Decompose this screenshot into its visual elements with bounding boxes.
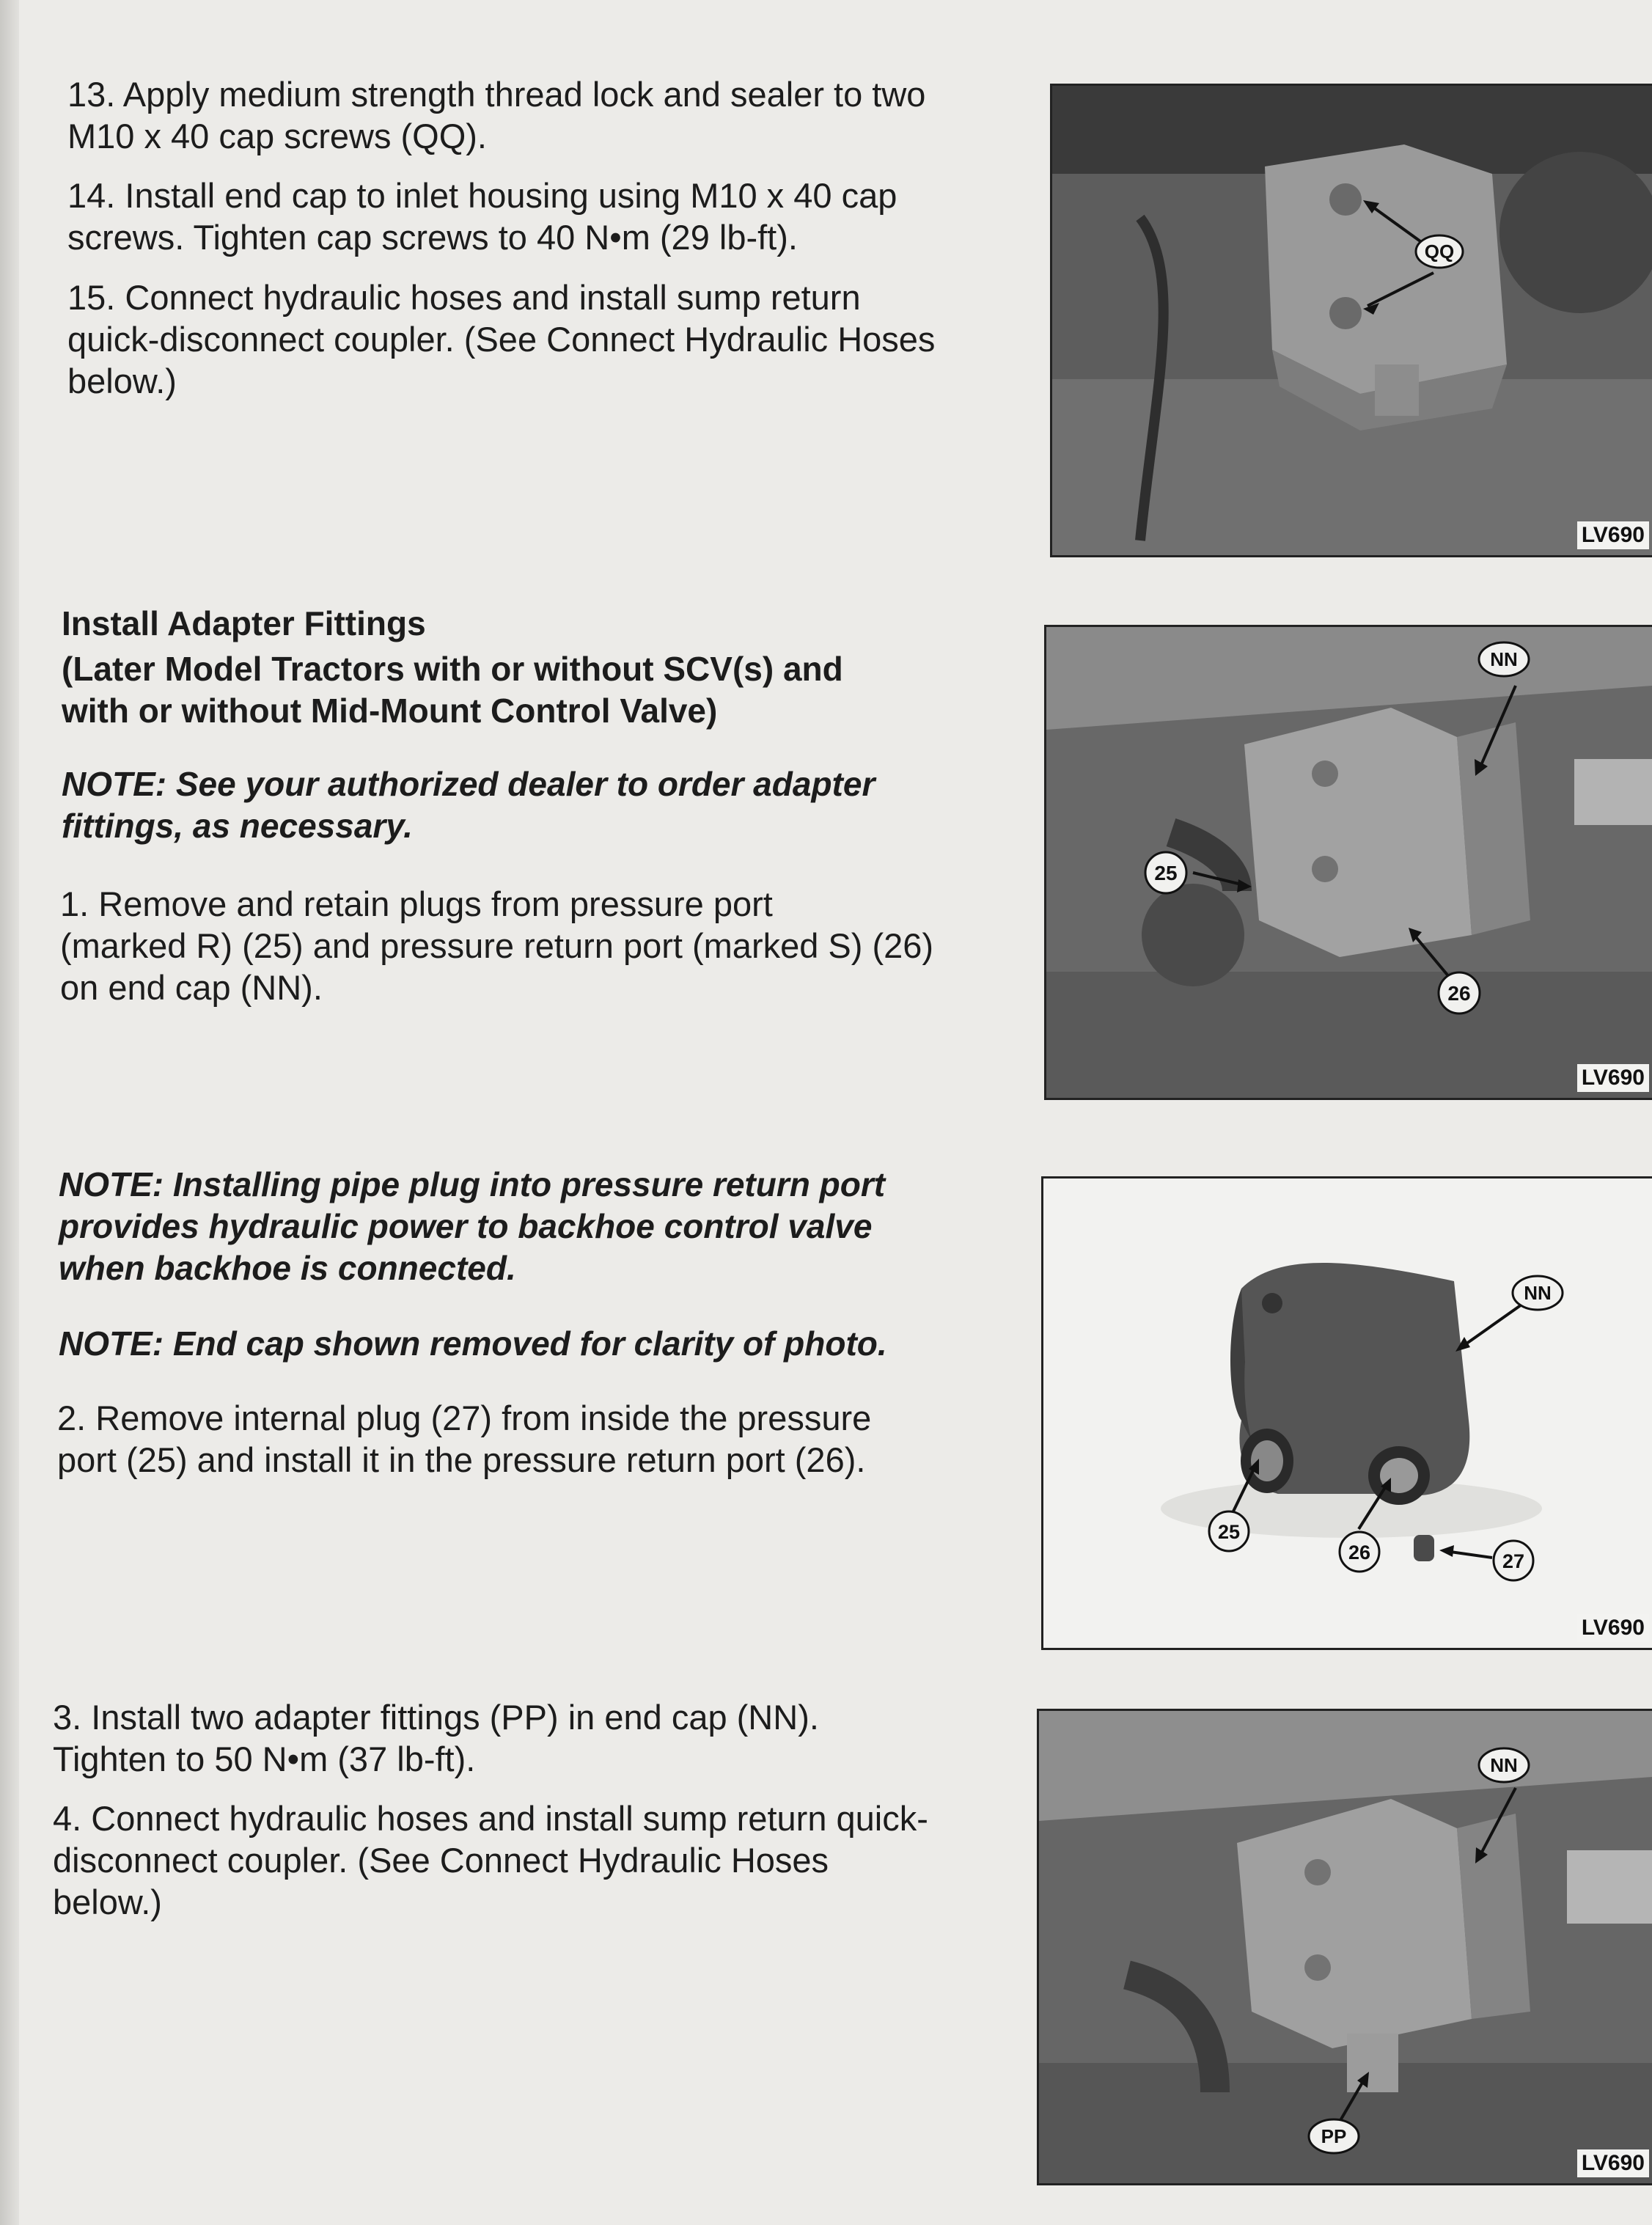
figure-1-label: LV690 xyxy=(1577,521,1649,549)
section-heading-line-3: with or without Mid-Mount Control Valve) xyxy=(62,692,718,730)
svg-text:NN: NN xyxy=(1524,1282,1552,1304)
svg-text:25: 25 xyxy=(1154,862,1178,884)
step-15-line-2: quick-disconnect coupler. (See Connect Hydraulic Hoses xyxy=(67,320,936,359)
figure-3-label: LV690 xyxy=(1577,1614,1649,1642)
step-13-line-1: 13. Apply medium strength thread lock and sealer to two xyxy=(67,75,926,114)
step-1-line-1: 1. Remove and retain plugs from pressure port xyxy=(60,884,773,923)
step-15-line-3: below.) xyxy=(67,362,177,400)
callout-nn xyxy=(1476,640,1532,678)
callout-26 xyxy=(1433,967,1485,1019)
step-1-line-2: (marked R) (25) and pressure return port (marked S) (26) xyxy=(60,926,934,965)
section-heading-line-1: Install Adapter Fittings xyxy=(62,604,426,642)
step-14-line-2: screws. Tighten cap screws to 40 N•m (29 lb-ft). xyxy=(67,218,798,257)
figure-2-photo xyxy=(1044,625,1652,1100)
figure-2-label: LV690 xyxy=(1577,1064,1649,1092)
step-13-line-2: M10 x 40 cap screws (QQ). xyxy=(67,117,487,155)
callout-nn xyxy=(1510,1274,1565,1312)
note-dealer-line-1: NOTE: See your authorized dealer to order adapter xyxy=(62,765,875,803)
step-14-line-1: 14. Install end cap to inlet housing using M10 x 40 cap xyxy=(67,176,897,215)
figure-4-label: LV690 xyxy=(1577,2149,1649,2177)
step-4-line-3: below.) xyxy=(53,1883,162,1921)
callout-27 xyxy=(1489,1536,1538,1585)
svg-text:26: 26 xyxy=(1348,1542,1371,1564)
svg-text:NN: NN xyxy=(1490,1754,1518,1776)
svg-text:PP: PP xyxy=(1321,2125,1347,2147)
note-end-cap-removed: NOTE: End cap shown removed for clarity of photo. xyxy=(59,1324,887,1363)
step-3-line-1: 3. Install two adapter fittings (PP) in end cap (NN). xyxy=(53,1698,819,1737)
svg-text:26: 26 xyxy=(1447,982,1471,1005)
callout-25 xyxy=(1205,1507,1253,1555)
note-pipe-plug-line-2: provides hydraulic power to backhoe control valve xyxy=(59,1207,873,1245)
page-binding-edge xyxy=(0,0,19,2225)
callout-nn xyxy=(1476,1746,1532,1784)
step-2-line-2: port (25) and install it in the pressure return port (26). xyxy=(57,1440,866,1479)
callout-qq xyxy=(1414,233,1465,270)
step-4-line-1: 4. Connect hydraulic hoses and install sump return quick- xyxy=(53,1799,928,1838)
svg-text:QQ: QQ xyxy=(1424,241,1455,263)
note-pipe-plug-line-1: NOTE: Installing pipe plug into pressure return port xyxy=(59,1165,886,1203)
note-dealer-line-2: fittings, as necessary. xyxy=(62,807,413,845)
callout-25 xyxy=(1140,847,1192,898)
step-15-line-1: 15. Connect hydraulic hoses and install sump return xyxy=(67,278,861,317)
figure-4-photo xyxy=(1037,1709,1652,2185)
svg-text:25: 25 xyxy=(1217,1521,1241,1543)
figure-3-photo xyxy=(1041,1176,1652,1650)
svg-text:NN: NN xyxy=(1490,648,1518,670)
step-1-line-3: on end cap (NN). xyxy=(60,968,323,1007)
callout-pp xyxy=(1306,2117,1362,2155)
svg-text:27: 27 xyxy=(1502,1550,1525,1572)
step-4-line-2: disconnect coupler. (See Connect Hydraulic Hoses xyxy=(53,1841,829,1880)
callout-26 xyxy=(1335,1528,1384,1576)
step-3-line-2: Tighten to 50 N•m (37 lb-ft). xyxy=(53,1740,476,1778)
section-heading-line-2: (Later Model Tractors with or without SCV(s) and xyxy=(62,650,843,688)
figure-1-photo xyxy=(1050,84,1652,557)
step-2-line-1: 2. Remove internal plug (27) from inside the pressure xyxy=(57,1399,872,1437)
note-pipe-plug-line-3: when backhoe is connected. xyxy=(59,1249,516,1287)
